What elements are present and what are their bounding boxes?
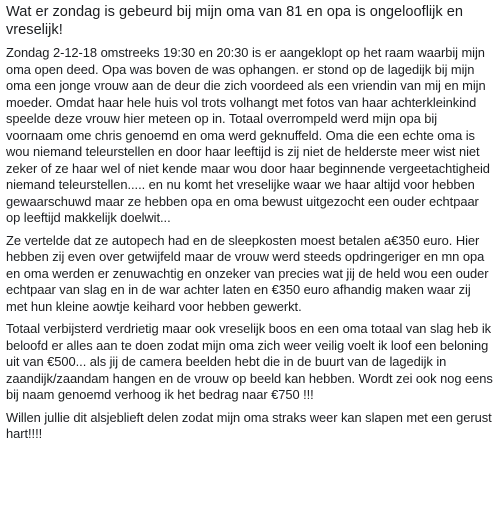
post-paragraph-1: Zondag 2-12-18 omstreeks 19:30 en 20:30 is er aangeklopt op het raam waarbij mijn oma open deed. Opa was boven de was ophangen. er stond op de lagedijk bij mijn oma een jonge vrouw aan de deur die zich voordeed als een vriendin van mij en mijn moeder. Omdat haar hele huis vol trots volhangt met fotos van haar achterkleinkind speelde deze vrouw hier meteen op in. Totaal overrompeld werd mijn opa bij voornaam ome chris genoemd en oma werd geknuffeld. Oma die een echte oma is wou niemand teleurstellen en door haar leeftijd is zij niet de helderste meer wist niet zeker of ze haar wel of niet kende maar wou door haar beginnende vergeetachtigheid niemand teleurstellen..... en nu komt het vreselijke waar we haar altijd voor hebben gewaarschuwd maar ze hebben opa en oma bewust uitgezocht een ouder echtpaar op leeftijd makkelijk doelwit... bbox=[6, 45, 490, 225]
post-headline: Wat er zondag is gebeurd bij mijn oma van 81 en opa is ongelooflijk en vreselijk! bbox=[6, 4, 464, 38]
post-paragraph-3: Totaal verbijsterd verdrietig maar ook vreselijk boos en een oma totaal van slag heb ik beloofd er alles aan te doen zodat mijn oma zich weer veilig voelt ik loof een beloning uit van €500... als jij de camera beelden hebt die in de buurt van de lagedijk in zaandijk/zaandam hangen en de vrouw op beeld kan hebben. Wordt zei ook nog eens bij naam genoemd verhoog ik het bedrag naar €750 !!! bbox=[6, 321, 493, 402]
post-paragraph-2: Ze vertelde dat ze autopech had en de sleepkosten moest betalen a€350 euro. Hier hebben zij even over getwijfeld maar de vrouw werd steeds opdringeriger en mn opa en oma werden er zenuwachtig en onzeker van precies wat jij de held wou een ouder echtpaar van slag en in de war achter laten en €350 euro afhandig maken waar zij met hun kleine aowtje keihard voor hebben gewerkt. bbox=[6, 232, 489, 314]
post-paragraph-4: Willen jullie dit alsjeblieft delen zodat mijn oma straks weer kan slapen met een gerust hart!!!! bbox=[6, 409, 492, 441]
